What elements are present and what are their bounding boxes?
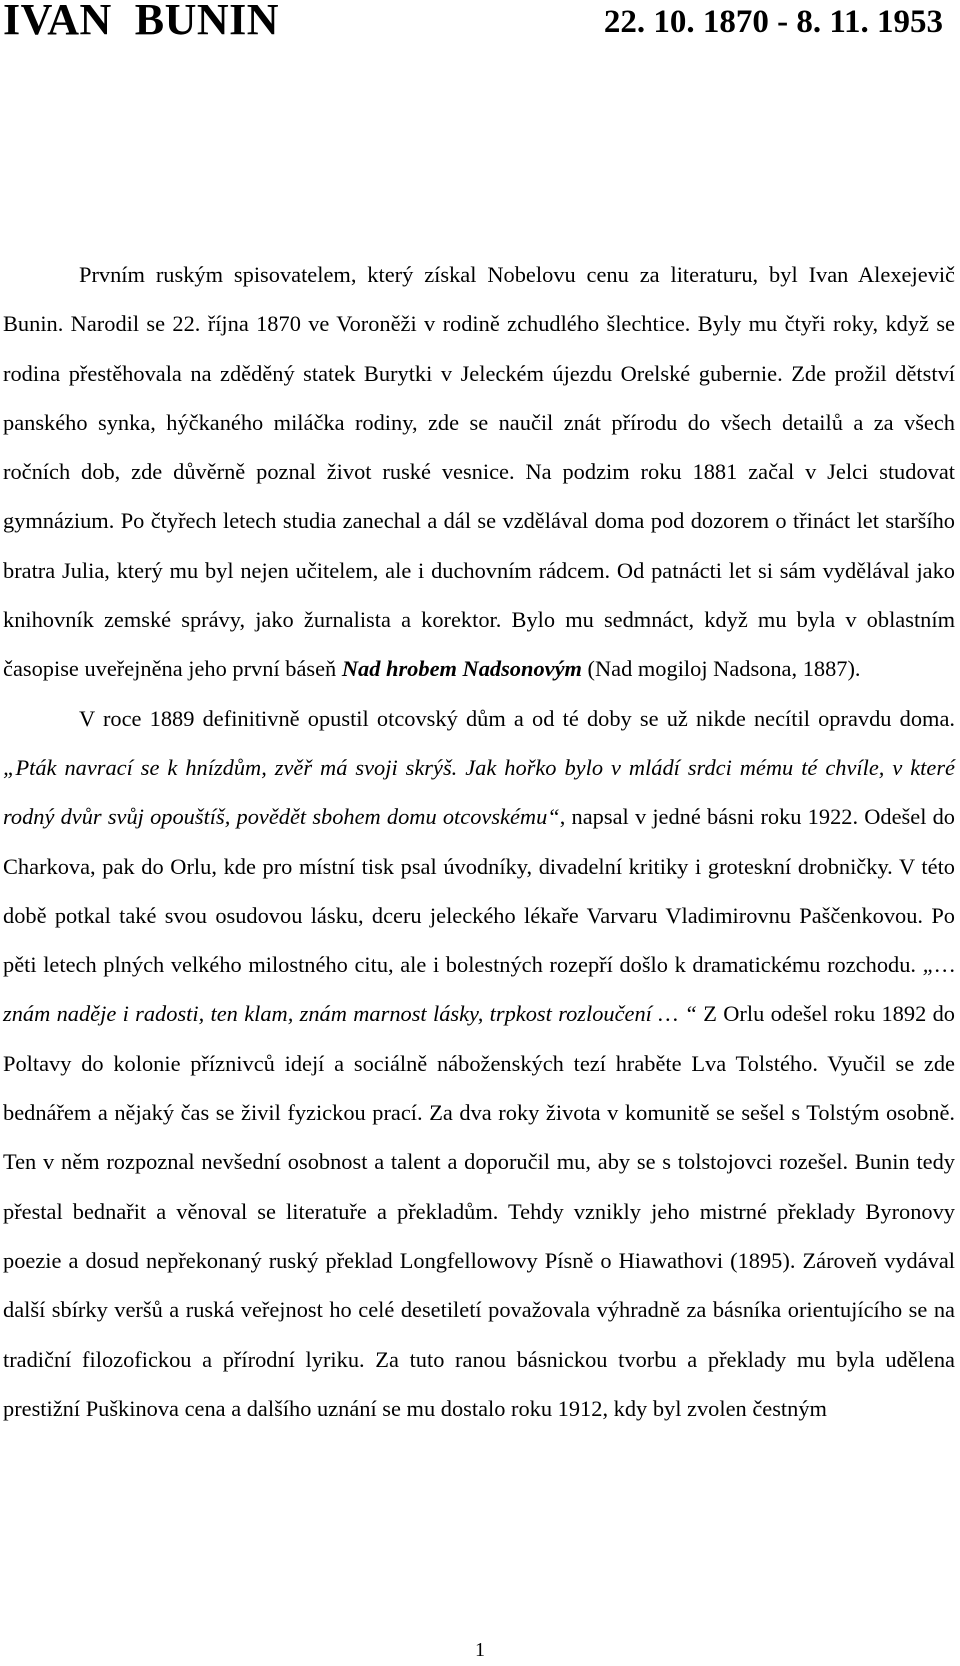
paragraph-1-text-b: (Nad mogiloj Nadsona, 1887). [581,656,861,682]
paragraph-2 [3,694,955,1433]
page-number: 1 [475,1639,485,1661]
paragraph-1-text-a: Prvním ruským spisovatelem, který získal Nobelovu cenu za literaturu, byl Ivan Alexejevič Bunin. Narodil se 22. října 1870 ve Voroněži v rodině zchudlého šlechtice. Byly mu čtyři roky, když se rodina přestěhovala na zděděný statek Burytki v Jeleckém újezdu Orelské gubernie. Zde prožil dětství panského synka, hýčkaného miláčka rodiny, zde se naučil znát přírodu do všech detailů a za všech ročních dob, zde důvěrně poznal život ruské vesnice. Na podzim roku 1881 začal v Jelci studovat gymnázium. Po čtyřech letech studia zanechal a dál se vzdělával doma pod dozorem o třináct let staršího bratra Julia, který mu byl nejen učitelem, ale i duchovním rádcem. Od patnácti let si sám vydělával jako knihovník zemské správy, jako žurnalista a korektor. Bylo mu sedmnáct, když mu byla v oblastním časopise uveřejněna jeho první báseň [3,262,955,682]
paragraph-2-text-c: Z Orlu odešel roku 1892 do Poltavy do kolonie příznivců idejí a sociálně náboženských tezí hraběte Lva Tolstého. Vyučil se zde bednářem a nějaký čas se živil fyzickou prací. Za dva roky života v komunitě se sešel s Tolstým osobně. Ten v něm rozpoznal nevšední osobnost a talent a doporučil mu, aby se s tolstojovci rozešel. Bunin tedy přestal bednařit a věnoval se literatuře a překladům. Tehdy vznikly jeho mistrné překlady Byronovy poezie a dosud nepřekonaný ruský překlad Longfellowovy Písně o Hiawathovi (1895). Zároveň vydával další sbírky veršů a ruská veřejnost ho celé desetiletí považovala výhradně za básníka orientujícího se na tradiční filozofickou a přírodní lyriku. Za tuto ranou básnickou tvorbu a překlady mu byla udělena prestižní Puškinova cena a dalšího uznání se mu dostalo roku 1912, kdy byl zvolen čestným [3,1001,955,1421]
poem-quote-1: „Pták navrací se k hnízdům, zvěř má svoji skrýš. Jak hořko bylo v mládí srdci mému té chvíle, v které rodný dvůr svůj opouštíš, povědět sbohem domu otcovskému“ [3,754,955,830]
author-name-heading: IVAN BUNIN [3,0,280,44]
poem-quote-2: „…znám naděje i radosti, ten klam, znám marnost lásky, trpkost rozloučení … “ [3,952,955,1027]
body-text [3,250,955,1433]
poem-title: Nad hrobem Nadsonovým [341,656,582,682]
author-life-dates: 22. 10. 1870 - 8. 11. 1953 [603,4,943,40]
document-header [3,0,955,44]
paragraph-1 [3,250,955,694]
paragraph-2-text-a: V roce 1889 definitivně opustil otcovský dům a od té doby se už nikde necítil opravdu doma. [79,705,955,731]
paragraph-2-text-b: , napsal v jedné básni roku 1922. Odešel do Charkova, pak do Orlu, kde pro místní tisk psal úvodníky, divadelní kritiky i groteskní drobničky. V této době potkal také svou osudovou lásku, dceru jeleckého lékaře Varvaru Vladimirovnu Paščenkovou. Po pěti letech plných velkého milostného citu, ale i bolestných rozepří došlo k dramatickému rozchodu. [3,804,955,978]
